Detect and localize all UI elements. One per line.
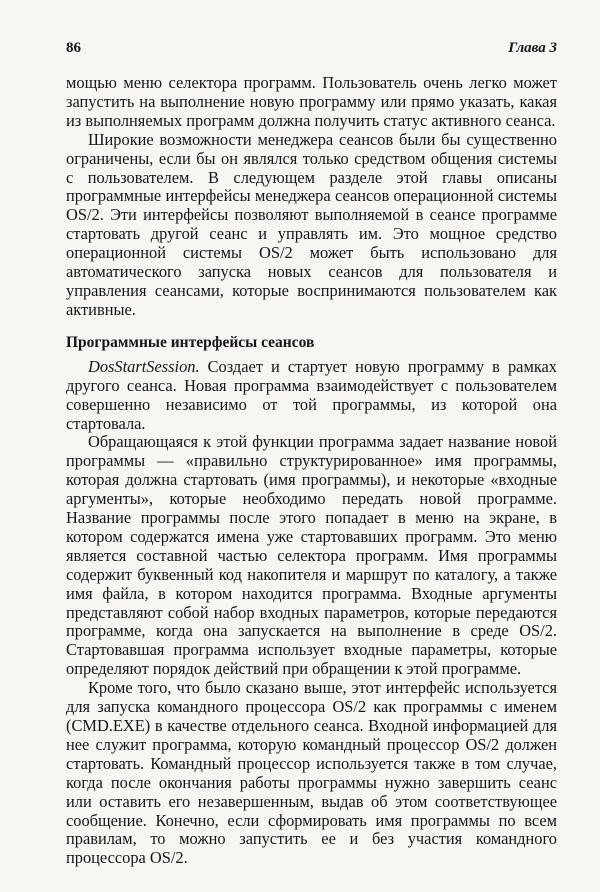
- page-number: 86: [66, 40, 81, 56]
- function-name: DosStartSession.: [88, 356, 200, 376]
- running-header: [66, 40, 557, 66]
- paragraph-dosstartsession: [66, 358, 557, 434]
- section-heading: Программные интерфейсы сеансов: [66, 333, 315, 351]
- paragraph-command-processor: Кроме того, что было сказано выше, этот интерфейс используется для запуска командного процессора OS/2 как программы с именем (CMD.EXE) в качестве отдельного сеанса. Входной информацией для нее служит программа, которую командный процессор OS/2 должен стартовать. Командный процессор используется также в том случае, когда после окончания работы программы нужно завершить сеанс или оставить его незавершенным, выдав об этом соответствующее сообщение. Конечно, если сформировать имя программы по всем правилам, то можно запустить ее и без участия командного процессора OS/2.: [66, 678, 557, 868]
- paragraph-session-manager: Широкие возможности менеджера сеансов были бы существенно ограничены, если бы он являлся только средством общения системы с пользователем. В следующем разделе этой главы описаны программные интерфейсы менеджера сеансов операционной системы OS/2. Эти интерфейсы позволяют выполняемой в сеансе программе стартовать другой сеанс и управлять им. Это мощное средство операционной системы OS/2 может быть использовано для автоматического запуска новых сеансов для пользователя и управления сеансами, которые воспринимаются пользователем как активные.: [66, 129, 557, 319]
- book-page: [66, 40, 557, 868]
- paragraph-continued: мощью меню селектора программ. Пользователь очень легко может запустить на выполнение новую программу или прямо указать, какая из выполняемых программ должна получить статус активного сеанса.: [66, 73, 557, 130]
- page-body: [66, 74, 557, 868]
- paragraph-program-name: Обращающаяся к этой функции программа задает название новой программы — «правильно структурированное» имя программы, которая должна стартовать (имя программы), и некоторые «входные аргументы», которые необходимо передать новой программе. Название программы после этого попадает в меню на экране, в котором содержатся имена уже стартовавших программ. Это меню является составной частью селектора программ. Имя программы содержит буквенный код накопителя и маршрут по каталогу, а также имя файла, в котором находится программа. Входные аргументы представляют собой набор входных параметров, которые передаются программе, когда она запускается на выполнение в среде OS/2. Стартовавшая программа использует входные параметры, которые определяют порядок действий при обращении к этой программе.: [66, 432, 557, 679]
- function-description: Создает и стартует новую программу в рамках другого сеанса. Новая программа взаимодействует с пользователем совершенно независимо от той программы, из которой она стартовала.: [66, 356, 557, 433]
- chapter-title: Глава 3: [508, 40, 557, 56]
